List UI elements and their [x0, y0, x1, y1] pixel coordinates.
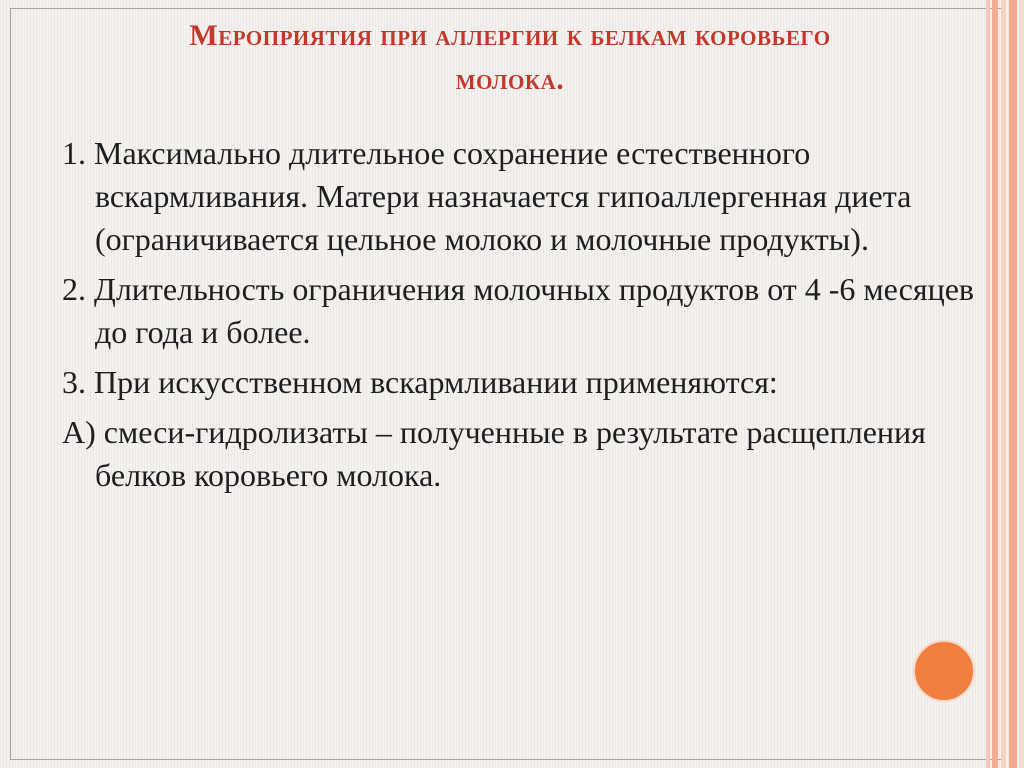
paragraph-1: 1. Максимально длительное сохранение естественного вскармливания. Матери назначается гипоаллергенная диета (ограничивается цельное молоко и молочные продукты). — [62, 135, 912, 257]
decorative-stripe — [992, 0, 998, 768]
decorative-stripe — [1001, 0, 1006, 768]
paragraph-4: А) смеси-гидролизаты – полученные в результате расщепления белков коровьего молока. — [62, 414, 926, 493]
decorative-circle — [913, 640, 975, 702]
paragraph-2: 2. Длительность ограничения молочных продуктов от 4 -6 месяцев до года и более. — [62, 271, 975, 350]
slide-title — [20, 14, 1000, 102]
paragraph-3: 3. При искусственном вскармливании применяются: — [62, 364, 778, 400]
slide-title-line-1: Мероприятия при аллергии к белкам коровьего — [189, 19, 831, 52]
slide-body — [62, 132, 982, 504]
decorative-stripe — [1009, 0, 1017, 768]
decorative-stripe — [986, 0, 990, 768]
decorative-stripe — [1019, 0, 1024, 768]
slide-title-line-2: молока. — [455, 63, 565, 96]
